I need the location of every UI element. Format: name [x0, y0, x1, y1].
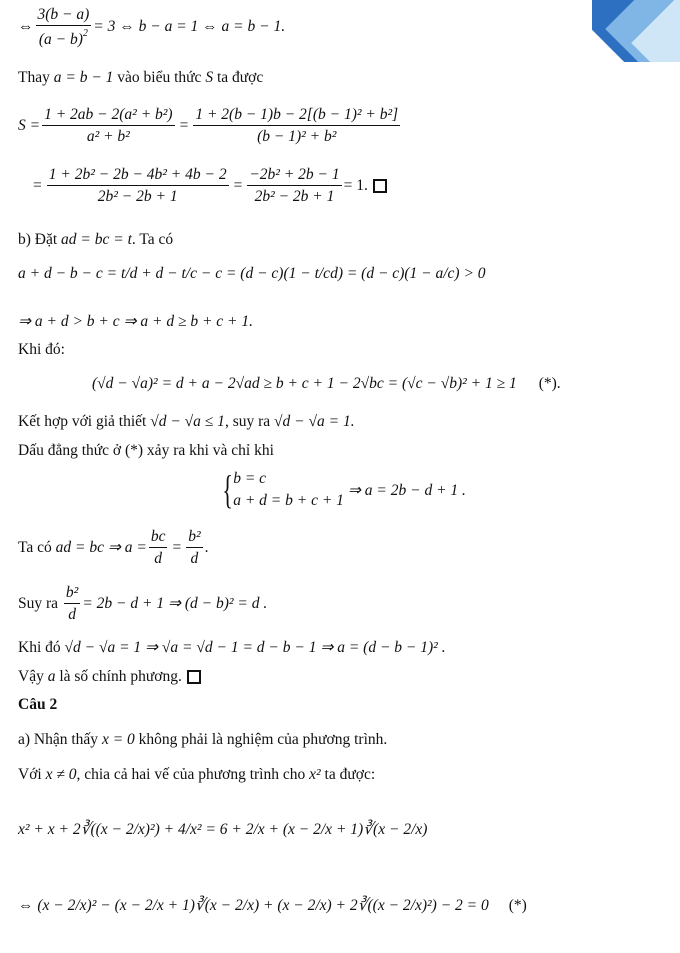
equation-rest: = 3 ⇔ b − a = 1 ⇔ a = b − 1.: [93, 18, 286, 36]
equation-line-21: ⇔ (x − 2/x)² − (x − 2/x + 1)∛(x − 2/x) + (x − 2/x) + 2∛((x − 2/x)²) − 2 = 0 (*): [18, 897, 527, 914]
equation-line-15: Khi đó √d − √a = 1 ⇒ √a = √d − 1 = d − b − 1 ⇒ a = (d − b − 1)² .: [18, 639, 446, 656]
fraction-denominator: a² + b²: [86, 128, 130, 146]
equation-system: b = c a + d = b + c + 1: [233, 470, 344, 510]
section-heading: Câu 2: [18, 696, 58, 713]
equation-line-1: [18, 6, 285, 48]
fraction-numerator: 1 + 2(b − 1)b − 2[(b − 1)² + b²]: [193, 106, 400, 126]
equation-tag: (*): [508, 897, 527, 914]
math-inline: a = b − 1: [53, 69, 114, 86]
fraction-denominator: (b − 1)² + b²: [257, 128, 337, 146]
corner-decoration: [592, 0, 680, 62]
text-line-19: Với x ≠ 0, chia cả hai vế của phương trình cho x² ta được:: [18, 766, 376, 783]
qed-square-icon: [187, 670, 201, 684]
equation-line-9: (√d − √a)² = d + a − 2√ad ≥ b + c + 1 − 2√bc = (√c − √b)² + 1 ≥ 1 (*).: [92, 375, 561, 392]
fraction: [47, 166, 229, 205]
fraction: $\frac{\text{b²}}{d}$: [188, 528, 201, 568]
math-inline: ad = bc = t: [61, 231, 132, 248]
brace-icon: {: [222, 467, 233, 513]
fraction-numerator: 3(b − a): [36, 6, 92, 26]
fraction: $\frac{bc}{d}$: [150, 528, 166, 568]
text-line-2: Thay a = b − 1 vào biểu thức S ta được: [18, 69, 264, 86]
fraction-numerator: 1 + 2b² − 2b − 4b² + 4b − 2: [47, 166, 229, 186]
fraction-denominator: $(a - b)^2$: [38, 28, 88, 49]
math-inline: S: [205, 69, 214, 86]
equation-line-3: S = $\frac{\text{1 + 2ab − 2(a² + b²)}}{\text{a² + b²}}$ = $\frac{\text{1 + 2(b − 1)b − 2[(b − 1)² + b²]}}{\text{(b − 1)² + b²}}$: [18, 106, 399, 146]
fraction-numerator: −2b² + 2b − 1: [247, 166, 341, 186]
fraction-numerator: 1 + 2ab − 2(a² + b²): [42, 106, 175, 126]
fraction: [193, 106, 400, 145]
text-line-18: a) Nhận thấy x = 0 không phải là nghiệm của phương trình.: [18, 731, 388, 748]
equation-line-6: [18, 266, 486, 282]
equation-tag: (*).: [538, 375, 561, 392]
text-line-10: Kết hợp với giả thiết √d − √a ≤ 1, suy ra √d − √a = 1.: [18, 413, 355, 430]
fraction-denominator: 2b² − 2b + 1: [254, 188, 335, 206]
text-line-5: b) Đặt ad = bc = t. Ta có: [18, 231, 174, 248]
equiv-symbol: ⇔: [18, 18, 34, 36]
inequality: a + d − b − c = t/d + d − t/c − c = (d − c)(1 − t/cd) = (d − c)(1 − a/c) > 0: [18, 265, 486, 282]
fraction: [42, 106, 175, 145]
text-line-8: Khi đó:: [18, 341, 65, 358]
qed-square-icon: [373, 179, 387, 193]
text-line-16: Vậy a là số chính phương.: [18, 669, 201, 685]
text-line-11: Dấu đẳng thức ở (*) xảy ra khi và chỉ khi: [18, 442, 274, 459]
equation-line-13: Ta có ad = bc ⇒ a = $\frac{bc}{d}$ = $\frac{\text{b²}}{d}$ .: [18, 528, 209, 568]
equation-line-12-system: { b = c a + d = b + c + 1 ⇒ a = 2b − d + 1 .: [222, 467, 466, 513]
equation-line-14: Suy ra $\frac{\text{b²}}{d}$ = 2b − d + 1 ⇒ (d − b)² = d .: [18, 584, 268, 624]
fraction: [247, 166, 341, 205]
equation-line-20: x² + x + 2∛((x − 2/x)²) + 4/x² = 6 + 2/x + (x − 2/x + 1)∛(x − 2/x): [18, 821, 428, 838]
equation-line-4: = $\frac{\text{1 + 2b² − 2b − 4b² + 4b − 2}}{\text{2b² − 2b + 1}}$ = $\frac{\text{−2b² + 2b − 1}}{\text{2b² − 2b + 1}}$ = 1.: [30, 166, 387, 205]
fraction: $\frac{\text{b²}}{d}$: [65, 584, 79, 624]
fraction: [36, 6, 92, 48]
fraction-denominator: 2b² − 2b + 1: [97, 188, 178, 206]
equation-line-7: ⇒ a + d > b + c ⇒ a + d ≥ b + c + 1.: [18, 313, 253, 330]
